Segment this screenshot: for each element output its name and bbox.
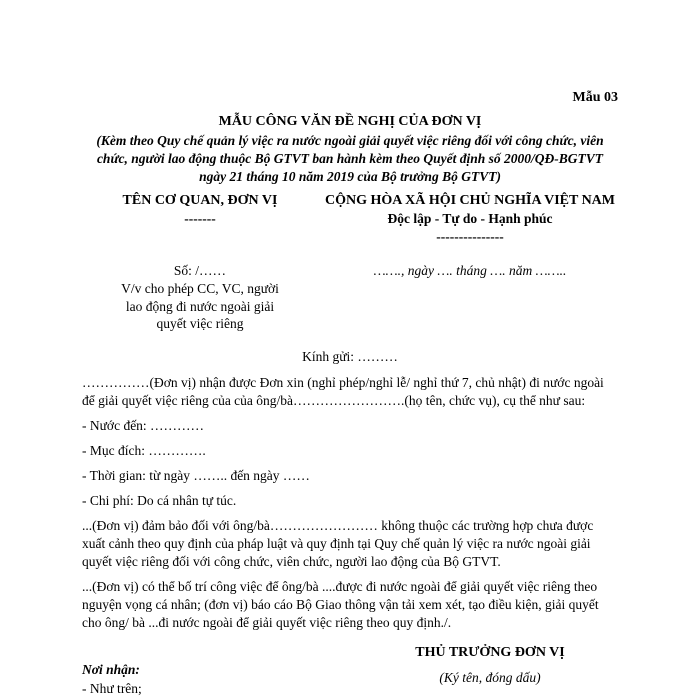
- para1-line-1: ……………(Đơn vị) nhận được Đơn xin (nghỉ phép/nghỉ lễ/ nghỉ thứ 7, chủ nhật) đi nước ngoài: [82, 375, 604, 390]
- para2-line-3: quyết việc riêng đối với công chức, viên chức, người lao động của Bộ GTVT.: [82, 554, 501, 569]
- recipients-label: Nơi nhận:: [82, 662, 140, 677]
- date-line: ……., ngày …. tháng …. năm ……..: [373, 263, 567, 278]
- signature-note: (Ký tên, đóng dấu): [439, 670, 541, 685]
- para1-line-2: để giải quyết việc riêng của của ông/bà…………………….(họ tên, chức vụ), cụ thể như sau:: [82, 393, 586, 408]
- subtitle-line-3: ngày 21 tháng 10 năm 2019 của Bộ trưởng Bộ GTVT): [199, 169, 501, 184]
- item-cost: - Chi phí: Do cá nhân tự túc.: [82, 493, 237, 508]
- agency-divider: -------: [184, 211, 216, 226]
- item-purpose: - Mục đích: ………….: [82, 443, 206, 458]
- signature-title: THỦ TRƯỞNG ĐƠN VỊ: [415, 645, 565, 660]
- item-duration: - Thời gian: từ ngày …….. đến ngày ……: [82, 468, 310, 483]
- document-number: Số: /……: [173, 263, 227, 278]
- national-motto: Độc lập - Tự do - Hạnh phúc: [387, 211, 553, 226]
- para3-line-3: cho ông/ bà ...đi nước ngoài để giải quyết việc riêng theo quy định./.: [82, 615, 452, 630]
- subtitle-line-2: chức, người lao động thuộc Bộ GTVT ban hành kèm theo Quyết định số 2000/QĐ-BGTVT: [96, 151, 604, 166]
- subtitle-line-1: (Kèm theo Quy chế quản lý việc ra nước ngoài giải quyết việc riêng đối với công chức, viên: [96, 133, 604, 148]
- recipient-item: - Như trên;: [82, 681, 142, 696]
- agency-name: TÊN CƠ QUAN, ĐƠN VỊ: [122, 193, 278, 208]
- para2-line-2: xuất cảnh theo quy định của pháp luật và quy định tại Quy chế quản lý việc ra nước ngoài giải: [82, 536, 591, 551]
- item-destination: - Nước đến: …………: [82, 418, 205, 433]
- para3-line-2: nguyện vọng cá nhân; (đơn vị) báo cáo Bộ Giao thông vận tải xem xét, tạo điều kiện, giải quyết: [82, 597, 599, 612]
- para2-line-1: ...(Đơn vị) đảm bảo đối với ông/bà…………………… không thuộc các trường hợp chưa được: [82, 518, 594, 533]
- motto-divider: ---------------: [436, 229, 504, 244]
- regarding-line-3: quyết việc riêng: [156, 316, 244, 331]
- document-title: MẪU CÔNG VĂN ĐỀ NGHỊ CỦA ĐƠN VỊ: [218, 114, 482, 129]
- para3-line-1: ...(Đơn vị) có thể bố trí công việc để ông/bà ....được đi nước ngoài để giải quyết việc riêng theo: [82, 579, 598, 594]
- regarding-line-2: lao động đi nước ngoài giải: [125, 299, 275, 314]
- regarding-line-1: V/v cho phép CC, VC, người: [121, 281, 279, 296]
- form-number: Mẫu 03: [572, 90, 618, 105]
- country-name: CỘNG HÒA XÃ HỘI CHỦ NGHĨA VIỆT NAM: [324, 193, 615, 208]
- greeting: Kính gửi: ………: [302, 349, 398, 364]
